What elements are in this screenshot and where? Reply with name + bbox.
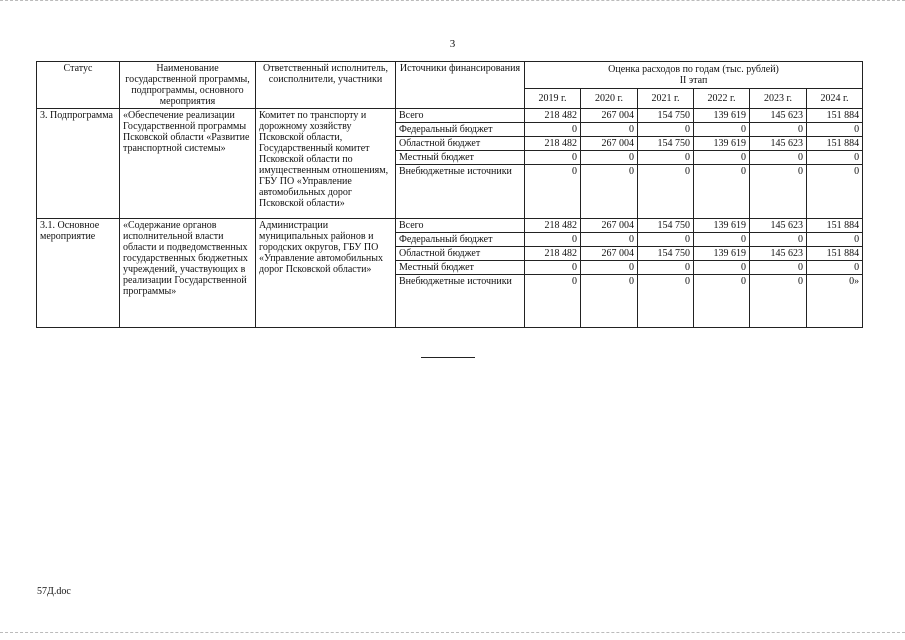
year-header: 2019 г. — [525, 89, 581, 109]
value-cell: 0 — [581, 123, 638, 137]
name-cell: «Обеспечение реализации Государственной программы Псковской области «Развитие транспортной системы» — [120, 109, 256, 219]
source-cell: Местный бюджет — [396, 261, 525, 275]
value-cell: 0 — [638, 165, 694, 219]
value-cell: 218 482 — [525, 247, 581, 261]
source-cell: Всего — [396, 109, 525, 123]
value-cell: 0 — [750, 123, 807, 137]
value-cell: 154 750 — [638, 137, 694, 151]
executor-cell: Комитет по транспорту и дорожному хозяйству Псковской области, Государственный комитет Псковской области по имущественным отношениям, ГБУ ПО «Управление автомобильных дорог Псковской области» — [256, 109, 396, 219]
value-cell: 0» — [807, 275, 863, 328]
table-row — [37, 109, 863, 123]
value-cell: 0 — [581, 261, 638, 275]
value-cell: 139 619 — [694, 247, 750, 261]
year-header: 2024 г. — [807, 89, 863, 109]
separator-rule — [421, 357, 475, 358]
value-cell: 0 — [525, 261, 581, 275]
header-executor: Ответственный исполнитель, соисполнители, участники — [256, 62, 396, 109]
value-cell: 145 623 — [750, 137, 807, 151]
value-cell: 145 623 — [750, 219, 807, 233]
value-cell: 139 619 — [694, 137, 750, 151]
value-cell: 0 — [807, 261, 863, 275]
value-cell: 0 — [638, 151, 694, 165]
table-row — [37, 219, 863, 233]
value-cell: 218 482 — [525, 109, 581, 123]
status-cell: 3. Подпрограмма — [37, 109, 120, 219]
scan-edge-top — [0, 0, 905, 3]
value-cell: 0 — [807, 123, 863, 137]
header-sources: Источники финансирования — [396, 62, 525, 109]
name-cell: «Содержание органов исполнительной власти области и подведомственных государственных бюджетных учреждений, участвующих в реализации Государственной программы» — [120, 219, 256, 328]
value-cell: 0 — [750, 275, 807, 328]
value-cell: 0 — [694, 151, 750, 165]
value-cell: 0 — [525, 233, 581, 247]
value-cell: 0 — [694, 123, 750, 137]
value-cell: 0 — [638, 233, 694, 247]
source-cell: Местный бюджет — [396, 151, 525, 165]
header-name: Наименование государственной программы, подпрограммы, основного мероприятия — [120, 62, 256, 109]
year-header: 2022 г. — [694, 89, 750, 109]
header-stage: II этап — [679, 75, 708, 86]
value-cell: 0 — [581, 165, 638, 219]
header-status: Статус — [37, 62, 120, 109]
header-row — [37, 62, 863, 89]
value-cell: 154 750 — [638, 247, 694, 261]
value-cell: 151 884 — [807, 109, 863, 123]
value-cell: 0 — [750, 233, 807, 247]
value-cell: 154 750 — [638, 219, 694, 233]
value-cell: 267 004 — [581, 109, 638, 123]
value-cell: 151 884 — [807, 247, 863, 261]
value-cell: 0 — [525, 123, 581, 137]
value-cell: 0 — [807, 151, 863, 165]
value-cell: 267 004 — [581, 219, 638, 233]
source-cell: Внебюджетные источники — [396, 165, 525, 219]
value-cell: 0 — [525, 275, 581, 328]
executor-cell: Администрации муниципальных районов и городских округов, ГБУ ПО «Управление автомобильных дорог Псковской области» — [256, 219, 396, 328]
value-cell: 151 884 — [807, 137, 863, 151]
header-estimate-title: Оценка расходов по годам (тыс. рублей) — [608, 64, 779, 75]
expenses-table — [36, 61, 863, 328]
value-cell: 154 750 — [638, 109, 694, 123]
value-cell: 0 — [638, 261, 694, 275]
value-cell: 0 — [525, 165, 581, 219]
value-cell: 0 — [581, 233, 638, 247]
source-cell: Федеральный бюджет — [396, 233, 525, 247]
value-cell: 218 482 — [525, 137, 581, 151]
source-cell: Всего — [396, 219, 525, 233]
scan-edge-bottom — [0, 632, 905, 635]
value-cell: 0 — [750, 261, 807, 275]
page-number: 3 — [449, 38, 456, 50]
value-cell: 267 004 — [581, 247, 638, 261]
year-header: 2020 г. — [581, 89, 638, 109]
value-cell: 267 004 — [581, 137, 638, 151]
value-cell: 218 482 — [525, 219, 581, 233]
value-cell: 139 619 — [694, 219, 750, 233]
value-cell: 0 — [807, 233, 863, 247]
value-cell: 0 — [581, 275, 638, 328]
value-cell: 0 — [750, 151, 807, 165]
value-cell: 145 623 — [750, 247, 807, 261]
footer-filename: 57Д.doc — [37, 586, 71, 597]
header-estimate — [525, 62, 863, 89]
source-cell: Областной бюджет — [396, 137, 525, 151]
source-cell: Внебюджетные источники — [396, 275, 525, 328]
value-cell: 151 884 — [807, 219, 863, 233]
value-cell: 0 — [638, 275, 694, 328]
value-cell: 0 — [638, 123, 694, 137]
value-cell: 0 — [694, 233, 750, 247]
value-cell: 0 — [694, 261, 750, 275]
status-cell: 3.1. Основное мероприятие — [37, 219, 120, 328]
value-cell: 0 — [694, 275, 750, 328]
year-header: 2021 г. — [638, 89, 694, 109]
value-cell: 0 — [807, 165, 863, 219]
source-cell: Федеральный бюджет — [396, 123, 525, 137]
value-cell: 0 — [750, 165, 807, 219]
value-cell: 139 619 — [694, 109, 750, 123]
source-cell: Областной бюджет — [396, 247, 525, 261]
value-cell: 145 623 — [750, 109, 807, 123]
value-cell: 0 — [581, 151, 638, 165]
value-cell: 0 — [525, 151, 581, 165]
value-cell: 0 — [694, 165, 750, 219]
year-header: 2023 г. — [750, 89, 807, 109]
